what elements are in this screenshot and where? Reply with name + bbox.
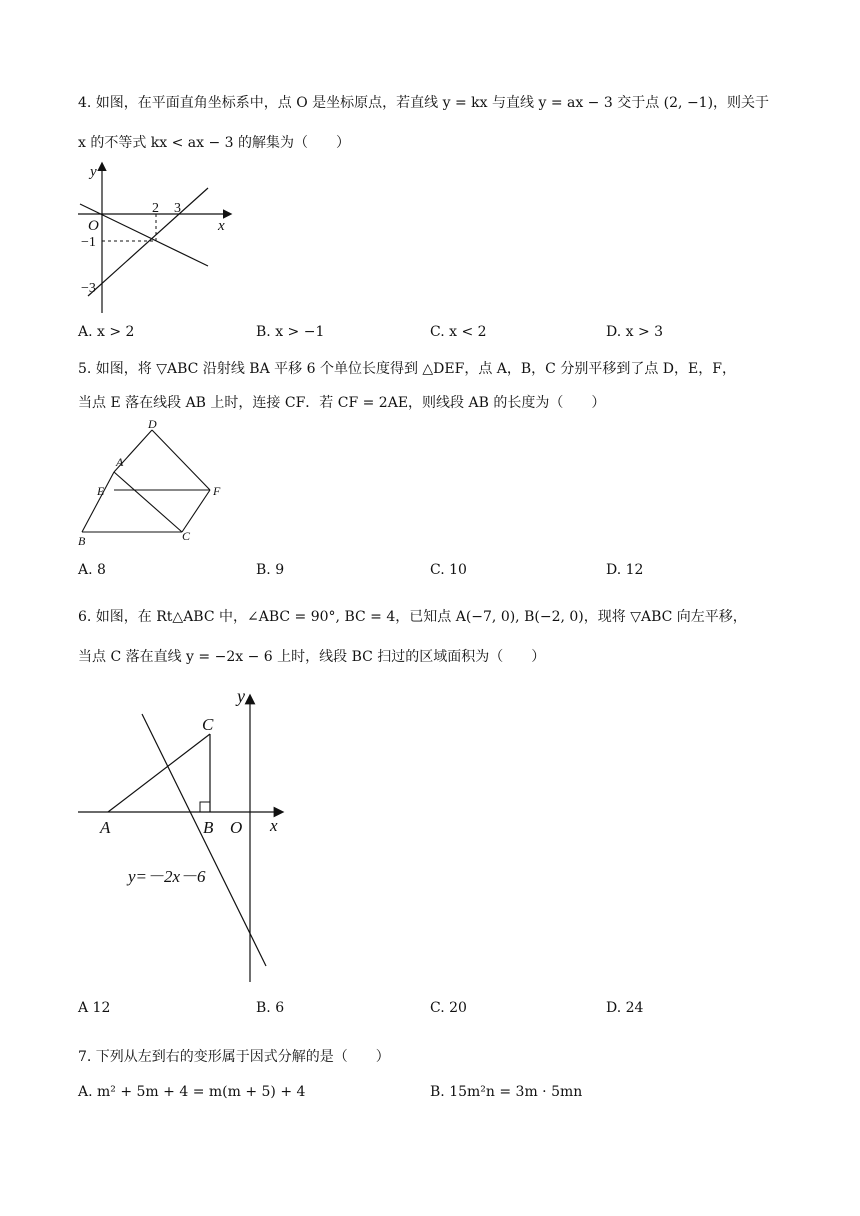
- q5-fig-c: C: [182, 529, 191, 543]
- q5-stem-line2: 当点 E 落在线段 AB 上时，连接 CF．若 CF = 2AE，则线段 AB 的长度为（ ）: [78, 395, 606, 411]
- q6-fig-b: B: [203, 818, 214, 837]
- q6-side-ac: [108, 734, 210, 812]
- q4-stem-line2: x 的不等式 kx < ax − 3 的解集为（ ）: [78, 135, 351, 151]
- q6-line: [142, 714, 266, 966]
- q4-line-ax-3: [88, 188, 208, 296]
- q6-fig-x: x: [270, 816, 278, 835]
- q6-right-angle: [200, 802, 210, 812]
- q4-fig-2: 2: [152, 201, 159, 216]
- q6-fig-c: C: [202, 715, 214, 734]
- q6-option-d[interactable]: D. 24: [606, 1000, 644, 1016]
- q4-option-b[interactable]: B. x > −1: [256, 324, 325, 340]
- q7-option-b[interactable]: B. 15m²n = 3m · 5mn: [430, 1084, 583, 1100]
- q6-fig-o: O: [230, 818, 243, 837]
- q6-fig-y: y: [237, 686, 245, 706]
- q4-stem-line1: 4. 如图，在平面直角坐标系中，点 O 是坐标原点，若直线 y = kx 与直线 y = ax − 3 交于点 (2, −1)，则关于: [78, 95, 770, 111]
- q4-fig-3: 3: [174, 201, 181, 216]
- q5-fig-d: D: [148, 417, 157, 431]
- q4-figure: [70, 158, 240, 318]
- q5-option-b[interactable]: B. 9: [256, 562, 285, 578]
- q5-option-a[interactable]: A. 8: [78, 562, 106, 578]
- q4-fig-x: x: [218, 218, 225, 234]
- q5-figure: [70, 414, 240, 548]
- q7-option-a[interactable]: A. m² + 5m + 4 = m(m + 5) + 4: [78, 1084, 306, 1100]
- q6-figure: [70, 680, 300, 990]
- q5-stem-line1: 5. 如图，将 ▽ABC 沿射线 BA 平移 6 个单位长度得到 △DEF，点 A，B，C 分别平移到了点 D，E，F，: [78, 361, 736, 377]
- q4-fig-o: O: [88, 218, 99, 234]
- q7-stem-line1: 7. 下列从左到右的变形属于因式分解的是（ ）: [78, 1049, 390, 1065]
- q6-stem-line2: 当点 C 落在直线 y = −2x − 6 上时，线段 BC 扫过的区域面积为（ ）: [78, 649, 546, 665]
- q6-fig-eq: y=－2x－6: [128, 867, 206, 886]
- q4-fig-y: y: [90, 164, 97, 180]
- q6-option-b[interactable]: B. 6: [256, 1000, 285, 1016]
- q5-option-d[interactable]: D. 12: [606, 562, 644, 578]
- q4-option-c[interactable]: C. x < 2: [430, 324, 487, 340]
- q5-fig-f: F: [213, 484, 221, 498]
- q6-option-a[interactable]: A 12: [78, 1000, 111, 1016]
- q4-line-kx: [80, 204, 208, 266]
- q5-fig-b: B: [78, 534, 86, 548]
- q6-stem-line1: 6. 如图，在 Rt△ABC 中，∠ABC = 90°, BC = 4，已知点 A(−7, 0), B(−2, 0)，现将 ▽ABC 向左平移，: [78, 609, 747, 625]
- q5-fig-a: A: [116, 455, 124, 469]
- q4-fig-m1: −1: [81, 235, 96, 250]
- q5-fig-e: E: [97, 484, 105, 498]
- q6-option-c[interactable]: C. 20: [430, 1000, 467, 1016]
- q6-fig-a: A: [100, 818, 111, 837]
- q4-option-a[interactable]: A. x > 2: [78, 324, 135, 340]
- q5-option-c[interactable]: C. 10: [430, 562, 467, 578]
- q4-fig-m3: −3: [81, 281, 96, 296]
- q4-option-d[interactable]: D. x > 3: [606, 324, 664, 340]
